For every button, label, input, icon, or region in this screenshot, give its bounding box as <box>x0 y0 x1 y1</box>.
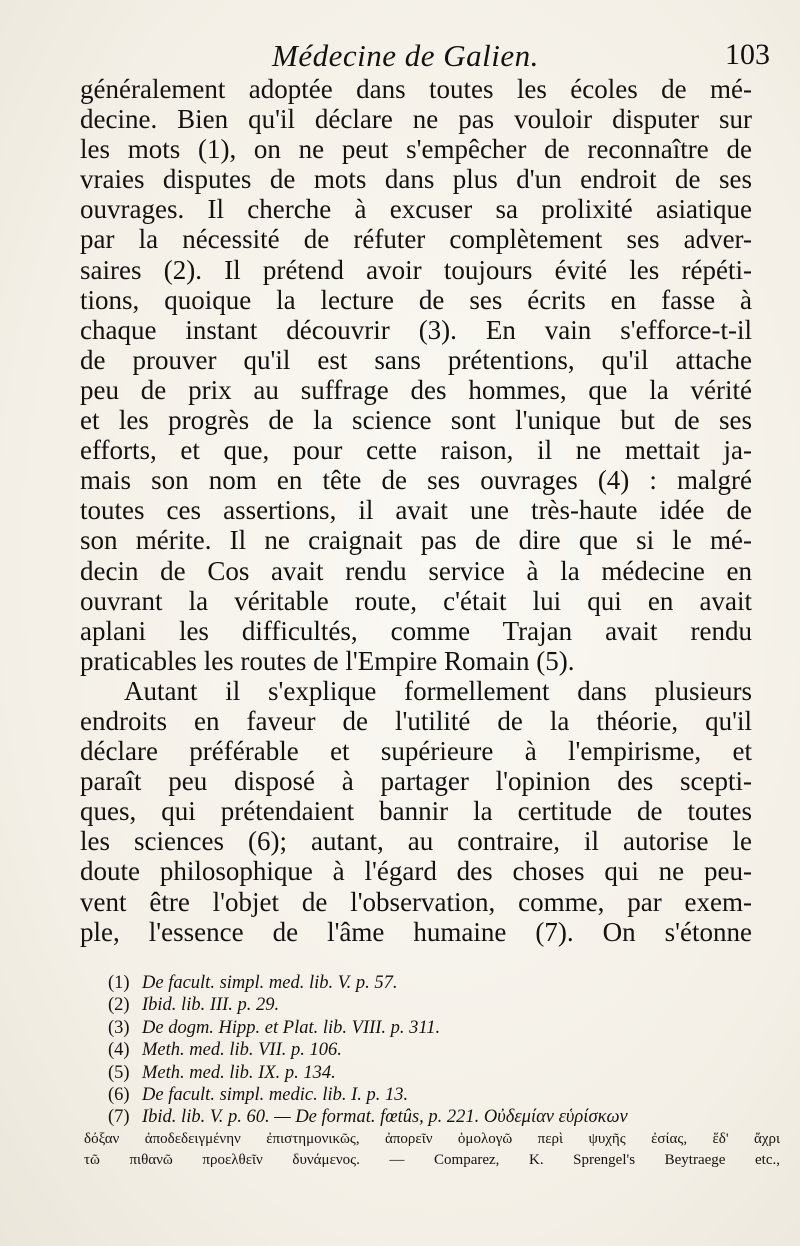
text-line: endroits en faveur de l'utilité de la théorie, qu'il <box>80 705 752 736</box>
text-line: saires (2). Il prétend avoir toujours évité les répéti- <box>80 254 752 285</box>
footnote <box>108 1017 780 1039</box>
text-line: decine. Bien qu'il déclare ne pas vouloir disputer sur <box>80 104 752 135</box>
text-line: par la nécessité de réfuter complètement ses adver- <box>80 224 752 255</box>
footnote-continuation: δόξαν ἀποδεδειγμένην ἐπιστημονικῶς, ἀπορεῖν ὁμολογῶ περὶ ψυχῆς ἐσίας, ἕδ' ἄχρι <box>84 1130 780 1147</box>
footnote-number: (4) <box>108 1040 130 1061</box>
text-line: chaque instant découvrir (3). En vain s'efforce-t-il <box>80 314 752 345</box>
text-line: toutes ces assertions, il avait une très-haute idée de <box>80 495 752 526</box>
footnote <box>108 972 780 994</box>
text-line: tions, quoique la lecture de ses écrits en fasse à <box>80 284 752 315</box>
footnote-text: Meth. med. lib. IX. p. 134. <box>142 1062 336 1083</box>
footnote-number: (1) <box>108 973 130 993</box>
text-line: généralement adoptée dans toutes les écoles de mé- <box>80 74 752 104</box>
text-line: Autant il s'explique formellement dans plusieurs <box>124 675 752 706</box>
footnote-text: De facult. simpl. medic. lib. I. p. 13. <box>142 1084 409 1105</box>
page-header <box>82 38 772 78</box>
footnote-continuation: τῶ πιθανῶ προελθεῖν δυνάμενος. — Comparez, K. Sprengel's Beytraege etc., <box>84 1151 780 1168</box>
text-line: peu de prix au suffrage des hommes, que la vérité <box>80 374 752 405</box>
footnote <box>108 994 780 1016</box>
footnotes <box>84 972 780 1171</box>
text-line: ques, qui prétendaient bannir la certitude de toutes <box>80 796 752 827</box>
text-line: et les progrès de la science sont l'unique but de ses <box>80 405 752 436</box>
footnote-text: Meth. med. lib. VII. p. 106. <box>142 1040 342 1061</box>
footnote <box>108 1039 780 1061</box>
text-line: déclare préférable et supérieure à l'empirisme, et <box>80 736 752 767</box>
text-line: praticables les routes de l'Empire Romain (5). <box>80 645 575 676</box>
footnote-text: De dogm. Hipp. et Plat. lib. VIII. p. 311. <box>142 1017 441 1038</box>
footnote-number: (5) <box>108 1062 130 1083</box>
text-line: de prouver qu'il est sans prétentions, qu'il attache <box>80 344 752 375</box>
text-line: ouvrages. Il cherche à excuser sa prolixité asiatique <box>80 194 752 225</box>
footnote-text: De facult. simpl. med. lib. V. p. 57. <box>142 973 398 993</box>
footnote <box>108 1084 780 1106</box>
running-title: Médecine de Galien. <box>272 38 539 73</box>
text-line: paraît peu disposé à partager l'opinion des scepti- <box>80 766 752 797</box>
text-line: les sciences (6); autant, au contraire, il autorise le <box>80 826 752 857</box>
footnote-text: Ibid. lib. III. p. 29. <box>142 995 280 1016</box>
page-number: 103 <box>725 38 770 71</box>
text-line: les mots (1), on ne peut s'empêcher de reconnaître de <box>80 134 752 165</box>
text-line: ple, l'essence de l'âme humaine (7). On s'étonne <box>80 916 752 947</box>
text-line: decin de Cos avait rendu service à la médecine en <box>80 555 752 586</box>
text-line: son mérite. Il ne craignait pas de dire que si le mé- <box>80 525 752 556</box>
footnote <box>108 1062 780 1084</box>
footnote-text: Ibid. lib. V. p. 60. — De format. fœtûs, p. 221. Οὐδεμίαν εὑρίσκων <box>142 1107 628 1128</box>
text-line: efforts, et que, pour cette raison, il ne mettait ja- <box>80 435 752 466</box>
text-line: aplani les difficultés, comme Trajan avait rendu <box>80 615 752 646</box>
text-line: vent être l'objet de l'observation, comme, par exem- <box>80 886 752 917</box>
body-text <box>80 74 752 947</box>
text-line: ouvrant la véritable route, c'était lui qui en avait <box>80 585 752 616</box>
footnote <box>108 1106 780 1128</box>
footnote-number: (6) <box>108 1084 130 1105</box>
text-line: mais son nom en tête de ses ouvrages (4) : malgré <box>80 465 752 496</box>
text-line: doute philosophique à l'égard des choses qui ne peu- <box>80 856 752 887</box>
footnote-number: (7) <box>108 1107 130 1128</box>
text-line: vraies disputes de mots dans plus d'un endroit de ses <box>80 164 752 195</box>
footnote-number: (3) <box>108 1017 130 1038</box>
footnote-number: (2) <box>108 995 130 1016</box>
